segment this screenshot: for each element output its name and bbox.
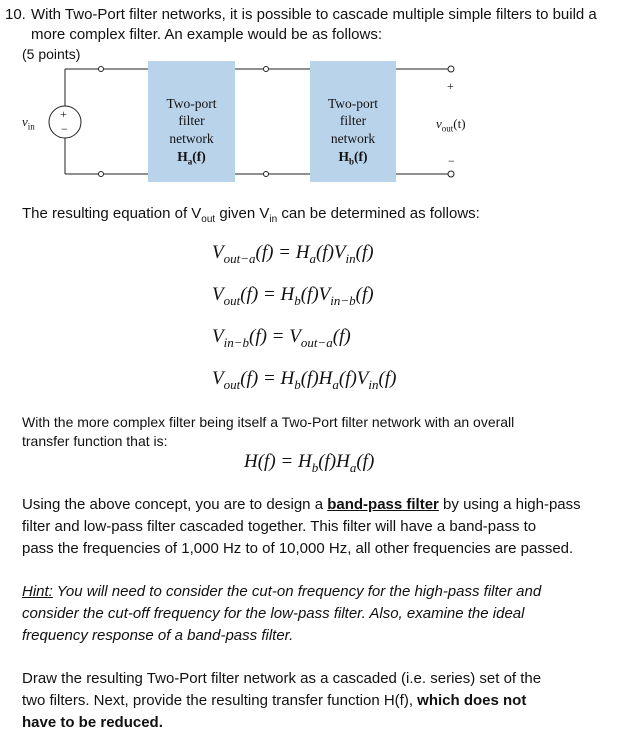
transfer-intro-line-2: transfer function that is:: [22, 433, 168, 449]
box-a-transfer: $H_a(f)$: [177, 149, 206, 167]
design-line-2: filter and low-pass filter cascaded together. This filter will have a band-pass to: [22, 518, 537, 535]
box-a-line-2: filter: [178, 113, 205, 128]
design-line-1: Using the above concept, you are to design a band-pass filter by using a high-pass: [22, 496, 581, 513]
final-line-3: have to be reduced.: [22, 714, 163, 731]
filter-box-a: [148, 61, 235, 182]
final-line-1: Draw the resulting Two-Port filter network as a cascaded (i.e. series) set of the: [22, 670, 542, 687]
resulting-intro: The resulting equation of $V_{out}$ given $V_{in}$ can be determined as follows:: [22, 205, 480, 225]
source-plus: +: [60, 107, 67, 121]
source-label: $v_{in}$: [22, 114, 35, 132]
box-a-line-3: network: [169, 131, 214, 146]
hint-line-3: frequency response of a band-pass filter.: [22, 627, 294, 644]
design-line-3: pass the frequencies of 1,000 Hz to of 10,000 Hz, all other frequencies are passed.: [22, 540, 574, 557]
equation-2: $V_{out}(f) = H_b(f)V_{in-b}(f)$: [212, 284, 374, 308]
final-line-2: two filters. Next, provide the resulting transfer function H(f), which does not: [22, 692, 527, 709]
hint-line-2: consider the cut-off frequency for the low-pass filter. Also, examine the ideal: [22, 605, 525, 622]
box-b-line-3: network: [330, 131, 376, 146]
question-points: (5 points): [22, 46, 81, 62]
question-number: 10.: [5, 6, 26, 23]
question-line-2: more complex filter. An example would be as follows:: [31, 26, 382, 43]
output-plus: +: [447, 79, 454, 93]
hint-line-1: Hint: You will need to consider the cut-on frequency for the high-pass filter and: [22, 583, 542, 600]
equation-4: $V_{out}(f) = H_b(f)H_a(f)V_{in}(f)$: [212, 368, 397, 392]
box-a-line-1: Two-port: [166, 96, 217, 111]
box-b-line-2: filter: [339, 113, 367, 128]
question-line-1: With Two-Port filter networks, it is possible to cascade multiple simple filters to build a: [31, 6, 597, 23]
box-b-line-1: Two-port: [327, 96, 379, 111]
equation-1: $V_{out-a}(f) = H_a(f)V_{in}(f)$: [212, 242, 374, 266]
output-label: $v_{out}(t)$: [436, 116, 466, 134]
output-minus: −: [448, 154, 455, 168]
transfer-intro-line-1: With the more complex filter being itself a Two-Port filter network with an overall: [22, 414, 515, 430]
equation-5: $H(f) = H_b(f)H_a(f)$: [244, 451, 375, 475]
equation-3: $V_{in-b}(f) = V_{out-a}(f)$: [212, 326, 351, 350]
box-b-transfer: $H_b(f)$: [338, 149, 368, 167]
filter-box-b: [310, 61, 396, 182]
source-minus: −: [61, 122, 68, 136]
